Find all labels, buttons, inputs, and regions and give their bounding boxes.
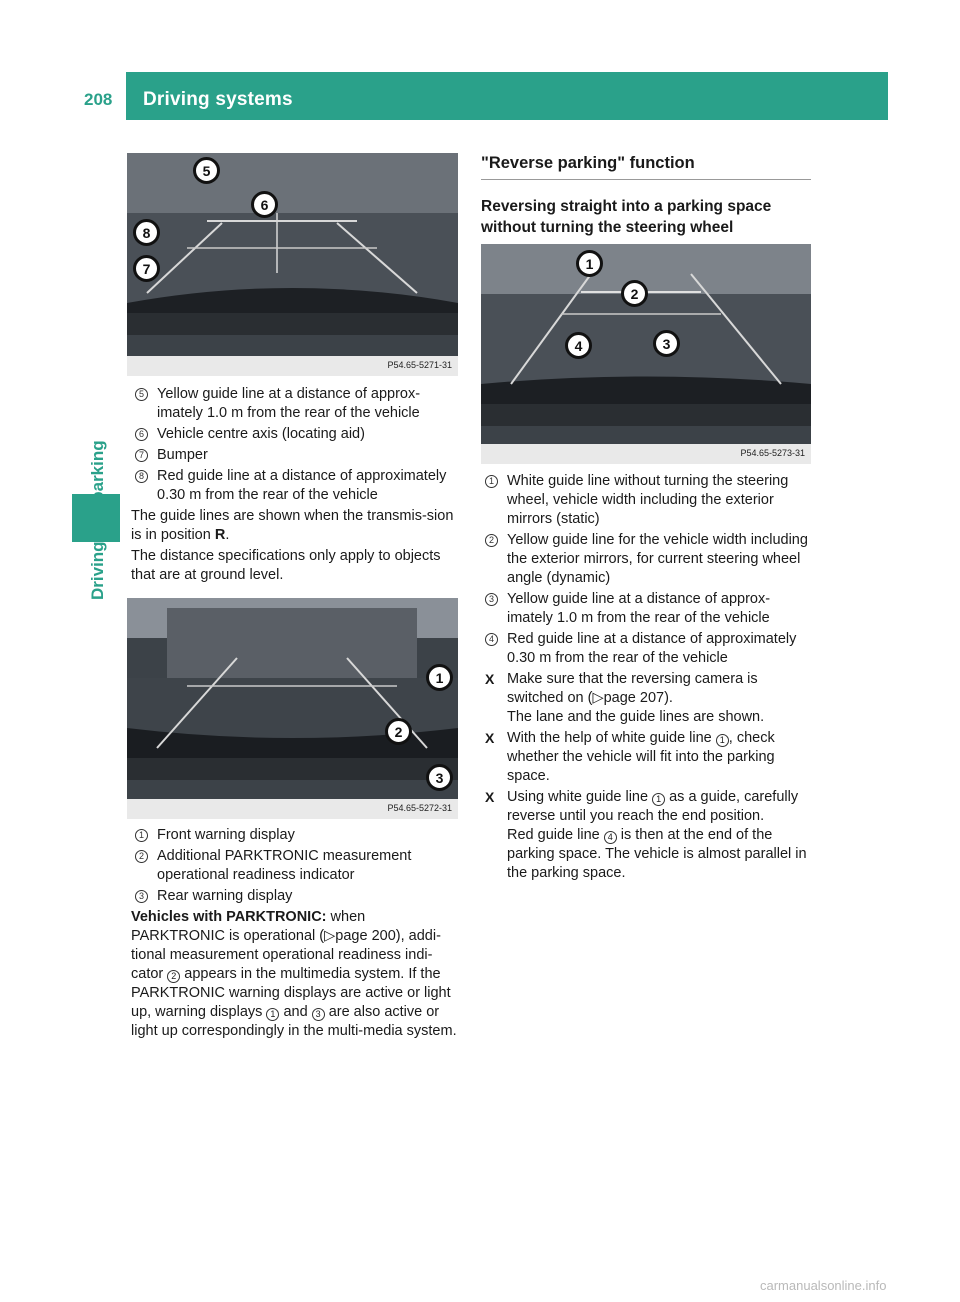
- list-item: 3 Yellow guide line at a distance of approx-imately 1.0 m from the rear of the vehicle: [481, 590, 815, 628]
- camera-toolbar-1: [127, 313, 458, 335]
- image-code-strip-3: [481, 444, 811, 464]
- page-number: 208: [84, 90, 113, 109]
- callout-marker: 4: [565, 332, 592, 359]
- step-item: X Using white guide line 1 as a guide, carefully reverse until you reach the end position. Red guide line 4 is then at the end of the parking space. The vehicle is almost parallel in the parking space.: [485, 789, 807, 881]
- camera-scene-1: [127, 153, 458, 376]
- list-item: 2 Yellow guide line for the vehicle width including the exterior mirrors, for current steering wheel angle (dynamic): [481, 531, 815, 588]
- camera-scene-2: [127, 598, 458, 819]
- section-title: Driving systems: [143, 89, 293, 110]
- image-code-strip-2: [127, 799, 458, 819]
- page-reference-link[interactable]: page 200: [335, 928, 396, 944]
- subsection-heading: Reversing straight into a parking space without turning the steering wheel: [481, 198, 772, 236]
- callout-marker: 2: [621, 280, 648, 307]
- callout-marker: 8: [133, 219, 160, 246]
- list-item: 2 Additional PARKTRONIC measurement operational readiness indicator: [131, 847, 463, 885]
- side-tab-block: [72, 494, 120, 542]
- image-code-strip-1: [127, 356, 458, 376]
- callout-marker: 7: [133, 255, 160, 282]
- camera-scene-3: [481, 244, 811, 464]
- camera-image-3: [481, 244, 811, 464]
- step-arrow-icon: X: [485, 671, 495, 687]
- image-code: P54.65-5272-31: [387, 803, 452, 813]
- step-arrow-icon: X: [485, 730, 495, 746]
- list-item: 5 Yellow guide line at a distance of approx-imately 1.0 m from the rear of the vehicle: [131, 385, 463, 423]
- page-number-box: [72, 72, 127, 120]
- camera-toolbar-2: [127, 758, 458, 780]
- list-item: 1 White guide line without turning the steering wheel, vehicle width including the exterior mirrors (static): [481, 472, 815, 529]
- list-item: 1 Front warning display: [131, 826, 463, 845]
- list-item: 7 Bumper: [131, 446, 463, 465]
- footer-watermark: carmanualsonline.info: [760, 1278, 887, 1293]
- callout-marker: 6: [251, 191, 278, 218]
- callout-marker: 5: [193, 157, 220, 184]
- list-item: 4 Red guide line at a distance of approximately 0.30 m from the rear of the vehicle: [481, 630, 815, 668]
- callout-marker: 2: [385, 718, 412, 745]
- camera-toolbar-3: [481, 404, 811, 426]
- right-column-text: [481, 472, 815, 885]
- step-item: X Make sure that the reversing camera is switched on (▷page 207). The lane and the guide lines are shown.: [485, 671, 765, 725]
- camera-image-1: [127, 153, 458, 376]
- list-item: 8 Red guide line at a distance of approximately 0.30 m from the rear of the vehicle: [131, 467, 463, 505]
- step-item: X With the help of white guide line 1 , check whether the vehicle will fit into the parking space.: [485, 730, 775, 784]
- callout-marker: 3: [426, 764, 453, 791]
- callout-marker: 1: [426, 664, 453, 691]
- image-code: P54.65-5271-31: [387, 360, 452, 370]
- camera-image-2: [127, 598, 458, 819]
- image-code: P54.65-5273-31: [740, 448, 805, 458]
- right-column: [481, 153, 811, 246]
- list-item: 6 Vehicle centre axis (locating aid): [131, 425, 463, 444]
- step-arrow-icon: X: [485, 789, 495, 805]
- paragraph: The distance specifications only apply to objects that are at ground level.: [131, 548, 441, 583]
- section-heading: "Reverse parking" function: [481, 153, 811, 180]
- left-column-top: [131, 385, 463, 587]
- left-column-bottom: [131, 826, 463, 1043]
- page-reference-link[interactable]: page 207: [603, 690, 665, 706]
- callout-marker: 1: [576, 250, 603, 277]
- header-divider: [126, 72, 129, 120]
- paragraph: The guide lines are shown when the transmis-sion is in position R.: [131, 508, 454, 543]
- parktronic-paragraph: Vehicles with PARKTRONIC: when PARKTRONIC is operational (▷page 200), addi-tional measurement operational readiness indi-cator 2 appears in the multimedia system. If the PARKTRONIC warning displays are active or light up, warning displays 1 and 3 are also active or light up correspondingly in the multi-media system.: [131, 909, 457, 1039]
- list-item: 3 Rear warning display: [131, 887, 463, 906]
- callout-marker: 3: [653, 330, 680, 357]
